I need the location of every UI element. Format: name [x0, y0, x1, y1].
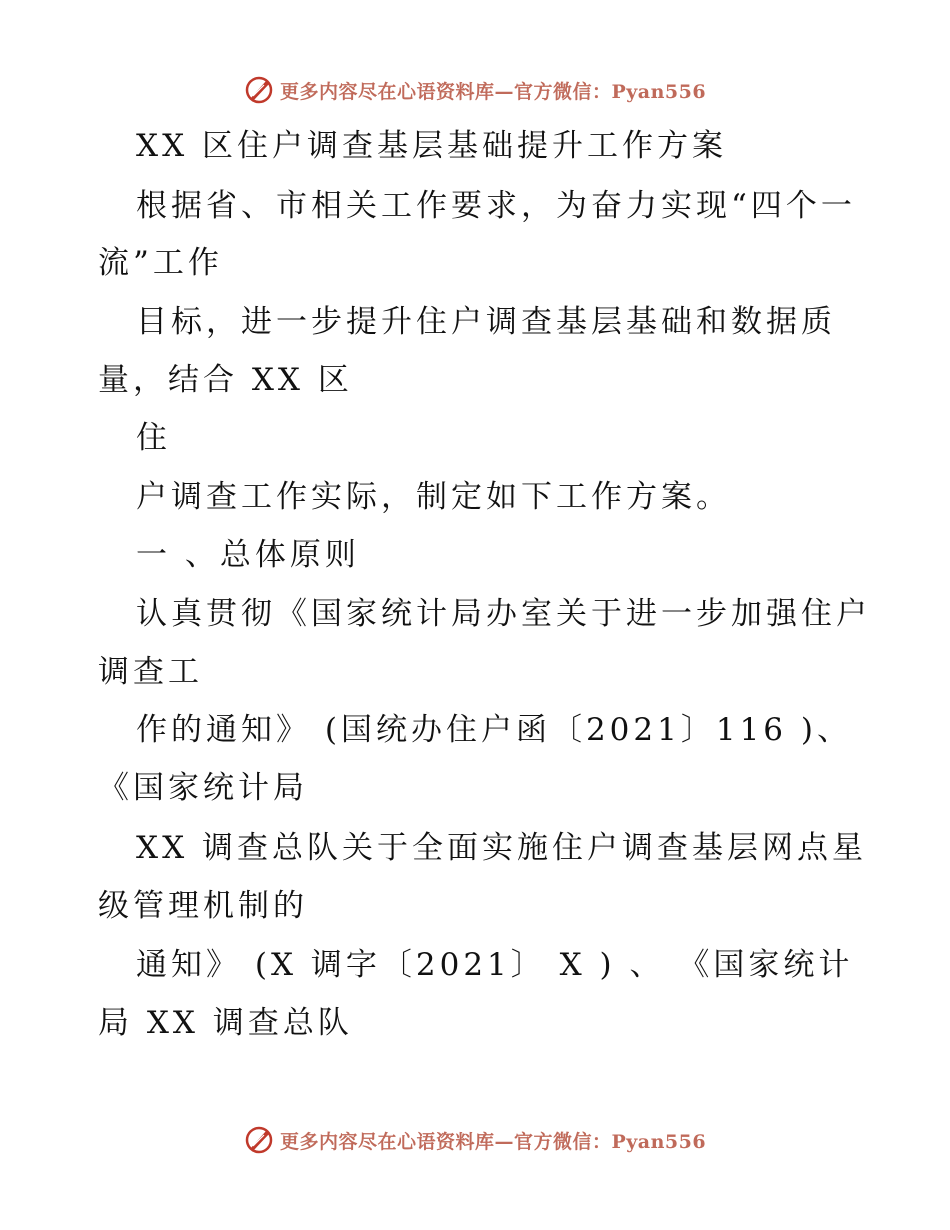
watermark-text: 更多内容尽在心语资料库—官方微信：Pyan556 [279, 80, 707, 103]
footer-watermark [0, 1120, 950, 1160]
paragraph-line: XX 调查总队关于全面实施住户调查基层网点星 [136, 830, 867, 866]
paragraph-line: 通知》 (X 调字〔2021〕 X ) 、 《国家统计 [136, 947, 854, 983]
paragraph-line: 住 [136, 420, 171, 456]
paragraph-line: 根据省、市相关工作要求，为奋力实现“四个一 [136, 188, 856, 224]
section-heading: 一 、总体原则 [136, 537, 360, 573]
paragraph-line: 目标，进一步提升住户调查基层基础和数据质 [136, 304, 836, 340]
document-title: XX 区住户调查基层基础提升工作方案 [136, 128, 727, 164]
paragraph-line: 户调查工作实际，制定如下工作方案。 [136, 479, 731, 515]
paragraph-line: 作的通知》 (国统办住户函〔2021〕116 )、 [136, 712, 852, 748]
quill-pen-logo-icon [244, 1125, 274, 1155]
header-watermark [0, 70, 950, 110]
paragraph-line: 调查工 [98, 654, 203, 690]
quill-pen-logo-icon [244, 75, 274, 105]
paragraph-line: 量，结合 XX 区 [98, 362, 353, 398]
watermark-text: 更多内容尽在心语资料库—官方微信：Pyan556 [279, 1130, 707, 1153]
paragraph-line: 认真贯彻《国家统计局办室关于进一步加强住户 [136, 596, 871, 632]
paragraph-line: 《国家统计局 [98, 770, 308, 806]
paragraph-line: 级管理机制的 [98, 888, 308, 924]
paragraph-line: 流”工作 [98, 245, 223, 281]
paragraph-line: 局 XX 调查总队 [98, 1005, 353, 1041]
